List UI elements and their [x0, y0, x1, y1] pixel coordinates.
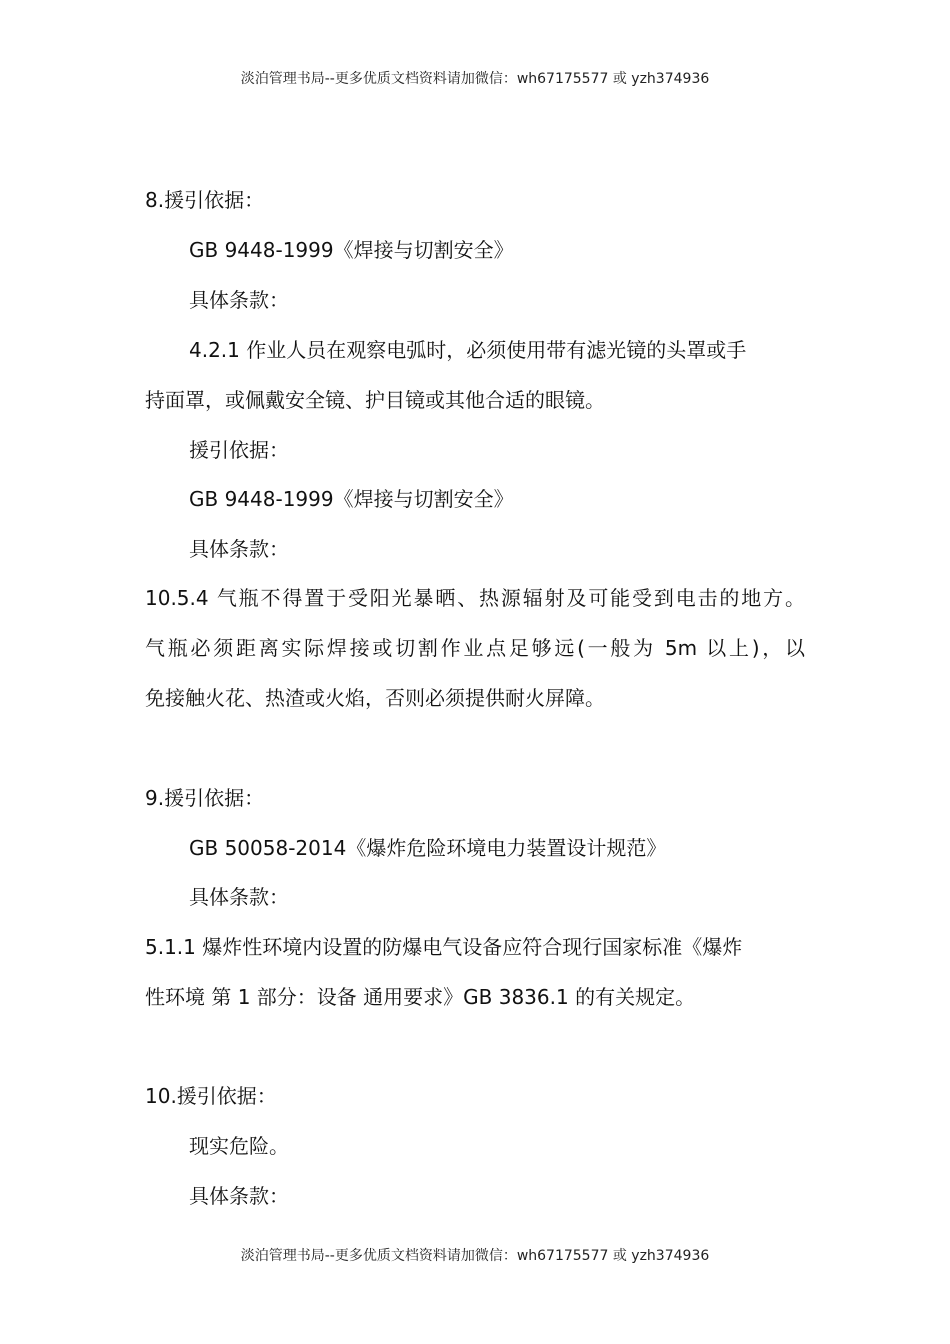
page-footer: 淡泊管理书局--更多优质文档资料请加微信：wh67175577 或 yzh374936	[240, 1248, 710, 1264]
clause-text-line: 性环境 第 1 部分：设备 通用要求》GB 3836.1 的有关规定。	[145, 985, 696, 1009]
section-heading: 10.援引依据：	[145, 1084, 277, 1108]
clause-text-line: 10.5.4 气瓶不得置于受阳光暴晒、热源辐射及可能受到电击的地方。	[145, 586, 805, 610]
clause-text-line: 气瓶必须距离实际焊接或切割作业点足够远(一般为 5m 以上)，以	[145, 636, 805, 660]
standard-reference: GB 9448-1999《焊接与切割安全》	[189, 238, 514, 262]
clause-label: 具体条款：	[189, 885, 289, 909]
clause-text-line: 持面罩，或佩戴安全镜、护目镜或其他合适的眼镜。	[145, 388, 605, 412]
section-heading: 8.援引依据：	[145, 188, 265, 212]
reference-label: 援引依据：	[189, 438, 289, 462]
standard-reference: GB 50058-2014《爆炸危险环境电力装置设计规范》	[189, 836, 667, 860]
clause-text-line: 4.2.1 作业人员在观察电弧时，必须使用带有滤光镜的头罩或手	[189, 338, 747, 362]
clause-text-line: 免接触火花、热渣或火焰，否则必须提供耐火屏障。	[145, 686, 605, 710]
reference-text: 现实危险。	[189, 1134, 289, 1158]
standard-reference: GB 9448-1999《焊接与切割安全》	[189, 487, 514, 511]
clause-label: 具体条款：	[189, 288, 289, 312]
clause-label: 具体条款：	[189, 1184, 289, 1208]
section-heading: 9.援引依据：	[145, 786, 265, 810]
clause-label: 具体条款：	[189, 537, 289, 561]
clause-text-line: 5.1.1 爆炸性环境内设置的防爆电气设备应符合现行国家标准《爆炸	[145, 935, 743, 959]
page-header: 淡泊管理书局--更多优质文档资料请加微信：wh67175577 或 yzh374936	[240, 71, 710, 87]
